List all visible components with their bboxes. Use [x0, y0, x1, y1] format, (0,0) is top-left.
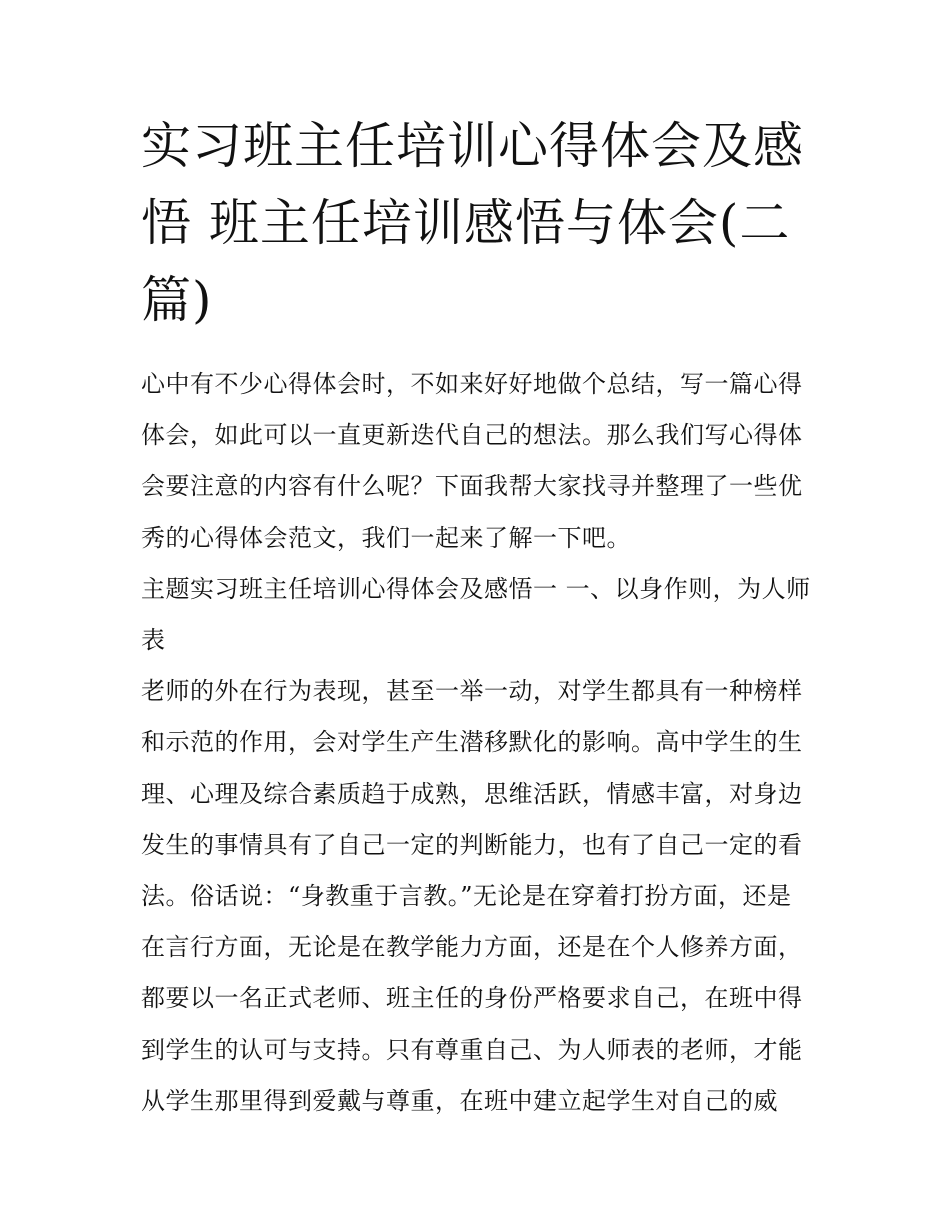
section-heading: 主题实习班主任培训心得体会及感悟一 一、以身作则，为人师表: [141, 574, 811, 655]
document-title: 实习班主任培训心得体会及感悟 班主任培训感悟与体会(二篇): [141, 117, 804, 329]
body-paragraph: 老师的外在行为表现，甚至一举一动，对学生都具有一种榜样和示范的作用，会对学生产生潜移默化的影响。高中学生的生理、心理及综合素质趋于成熟，思维活跃，情感丰富，对身边发生的事情具有了自己一定的判断能力，也有了自己一定的看法。俗话说：“身教重于言教。”无论是在穿着打扮方面，还是在言行方面，无论是在教学能力方面，还是在个人修养方面，都要以一名正式老师、班主任的身份严格要求自己，在班中得到学生的认可与支持。只有尊重自己、为人师表的老师，才能从学生那里得到爱戴与尊重，在班中建立起学生对自己的威: [141, 677, 803, 1115]
document-page: [141, 108, 813, 1127]
intro-paragraph: 心中有不少心得体会时，不如来好好地做个总结，写一篇心得体会，如此可以一直更新迭代自己的想法。那么我们写心得体会要注意的内容有什么呢？下面我帮大家找寻并整理了一些优秀的心得体会范文，我们一起来了解一下吧。: [141, 370, 803, 552]
document-body: [141, 359, 813, 1127]
